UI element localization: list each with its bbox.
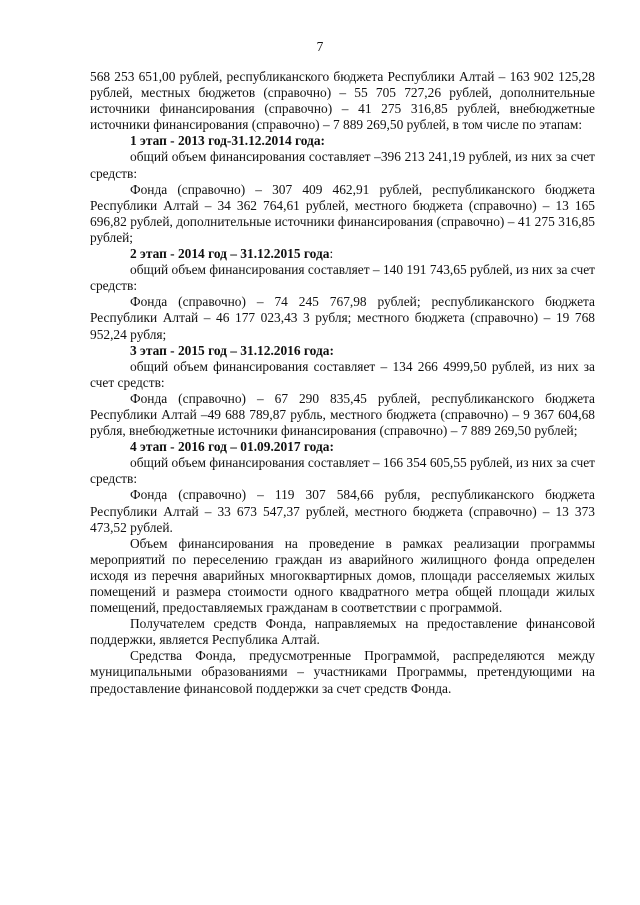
stage-4-total-paragraph: общий объем финансирования составляет – 166 354 605,55 рублей, из них за счет средств:	[90, 455, 595, 487]
stage-1-heading: 1 этап - 2013 год-31.12.2014 года:	[130, 133, 325, 149]
stage-2-sources-paragraph: Фонда (справочно) – 74 245 767,98 рублей; республиканского бюджета Республики Алтай – 46 177 023,43 3 рубля; местного бюджета (справочно) – 19 768 952,24 рубля;	[90, 294, 595, 342]
stage-3-heading: 3 этап - 2015 год – 31.12.2016 года:	[130, 342, 334, 358]
fund-recipient-paragraph: Получателем средств Фонда, направляемых на предоставление финансовой поддержки, является Республика Алтай.	[90, 616, 595, 648]
document-body	[90, 69, 595, 697]
stage-2-heading-text: 2 этап - 2014 год – 31.12.2015 года	[130, 246, 330, 262]
stage-4-sources-paragraph: Фонда (справочно) – 119 307 584,66 рубля, республиканского бюджета Республики Алтай – 33 673 547,37 рублей, местного бюджета (справочно) – 13 373 473,52 рублей.	[90, 487, 595, 535]
page-number: 7	[316, 39, 324, 54]
stage-1-total-paragraph: общий объем финансирования составляет –396 213 241,19 рублей, из них за счет средств:	[90, 149, 595, 181]
fund-distribution-paragraph: Средства Фонда, предусмотренные Программой, распределяются между муниципальными образованиями – участниками Программы, претендующими на предоставление финансовой поддержки за счет средств Фонда.	[90, 648, 595, 696]
stage-4-heading: 4 этап - 2016 год – 01.09.2017 года:	[130, 439, 334, 455]
stage-1-sources-paragraph: Фонда (справочно) – 307 409 462,91 рублей, республиканского бюджета Республики Алтай – 34 362 764,61 рублей, местного бюджета (справочно) – 13 165 696,82 рублей, дополнительные источники финансирования (справочно) – 41 275 316,85 рублей;	[90, 181, 595, 245]
stage-3-total-paragraph: общий объем финансирования составляет – 134 266 4999,50 рублей, из них за счет средств:	[90, 358, 595, 390]
stage-2-heading-colon: :	[329, 246, 334, 262]
stage-2-total-paragraph: общий объем финансирования составляет – 140 191 743,65 рублей, из них за счет средств:	[90, 262, 595, 294]
stage-2-heading	[90, 246, 595, 262]
financing-volume-paragraph: Объем финансирования на проведение в рамках реализации программы мероприятий по переселению граждан из аварийного жилищного фонда определен исходя из перечня аварийных многоквартирных домов, площади расселяемых жилых помещений и размера стоимости одного квадратного метра общей площади жилых помещений, предоставляемых гражданам в соответствии с программой.	[90, 535, 595, 616]
financing-intro-paragraph: 568 253 651,00 рублей, республиканского бюджета Республики Алтай – 163 902 125,28 рублей, местных бюджетов (справочно) – 55 705 727,26 рублей, дополнительные источники финансирования (справочно) – 41 275 316,85 рублей, внебюджетные источники финансирования (справочно) – 7 889 269,50 рублей, в том числе по этапам:	[90, 69, 595, 133]
stage-3-sources-paragraph: Фонда (справочно) – 67 290 835,45 рублей, республиканского бюджета Республики Алтай –49 688 789,87 рубль, местного бюджета (справочно) – 9 367 604,68 рубля, внебюджетные источники финансирования (справочно) – 7 889 269,50 рублей;	[90, 390, 595, 439]
